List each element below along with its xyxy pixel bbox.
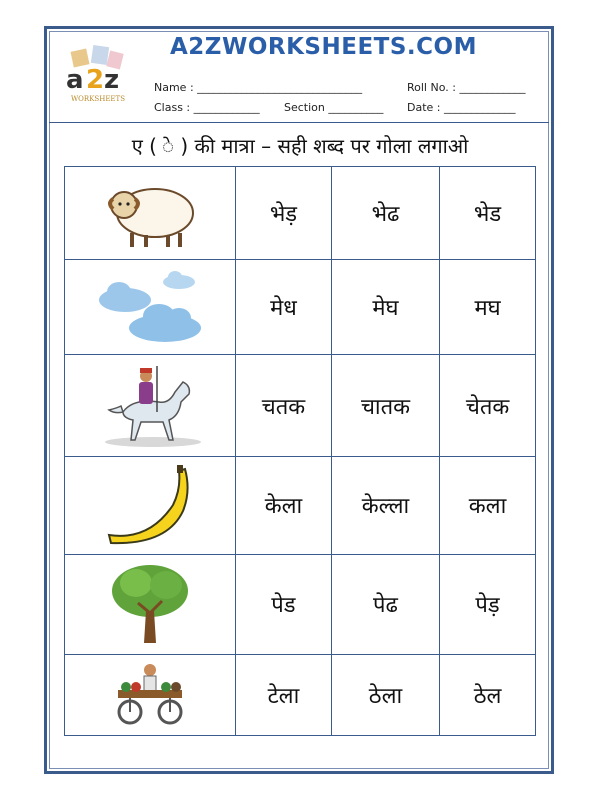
word-option[interactable]: भेड़ (236, 167, 332, 260)
a2z-logo (58, 44, 138, 106)
svg-text:WORKSHEETS: WORKSHEETS (70, 95, 126, 103)
header-divider (49, 122, 549, 123)
word-option[interactable]: चेतक (440, 355, 536, 457)
picture-cell (65, 167, 236, 260)
tree-icon (108, 561, 192, 647)
word-option[interactable]: मेघ (331, 259, 439, 354)
word-option[interactable]: पेड (236, 554, 332, 654)
picture-cell (65, 554, 236, 654)
word-option[interactable]: चतक (236, 355, 332, 457)
horse-rider-icon (95, 362, 205, 450)
svg-text:2: 2 (86, 65, 105, 95)
word-option[interactable]: केला (236, 457, 332, 555)
vendor-cart-icon (110, 660, 190, 730)
picture-cell (65, 355, 236, 457)
clouds-icon (95, 266, 205, 348)
table-row (65, 259, 536, 354)
date-field[interactable]: Date : _____________ (407, 101, 516, 114)
banana-icon (105, 463, 195, 547)
word-option[interactable]: भेढ (331, 167, 439, 260)
svg-text:z: z (104, 65, 120, 95)
table-row (65, 167, 536, 260)
table-row (65, 654, 536, 736)
word-option[interactable]: मघ (440, 259, 536, 354)
word-option[interactable]: पेड़ (440, 554, 536, 654)
roll-number-field[interactable]: Roll No. : ____________ (407, 81, 526, 94)
table-row (65, 355, 536, 457)
word-option[interactable]: पेढ (331, 554, 439, 654)
class-field[interactable]: Class : ____________ (154, 101, 260, 114)
table-row (65, 554, 536, 654)
svg-text:a: a (66, 65, 84, 95)
name-field[interactable]: Name : ______________________________ (154, 81, 363, 94)
word-choice-table (64, 166, 536, 736)
word-option[interactable]: टेला (236, 654, 332, 736)
word-option[interactable]: ठेला (331, 654, 439, 736)
word-option[interactable]: भेड (440, 167, 536, 260)
word-option[interactable]: मेध (236, 259, 332, 354)
picture-cell (65, 259, 236, 354)
word-option[interactable]: ठेल (440, 654, 536, 736)
section-field[interactable]: Section __________ (284, 101, 384, 114)
picture-cell (65, 654, 236, 736)
word-option[interactable]: केल्ला (331, 457, 439, 555)
site-title: A2ZWORKSHEETS.COM (170, 34, 477, 60)
sheep-icon (100, 173, 200, 253)
worksheet-title: ए ( े ) की मात्रा – सही शब्द पर गोला लगाओ (131, 134, 469, 158)
picture-cell (65, 457, 236, 555)
table-row (65, 457, 536, 555)
word-option[interactable]: कला (440, 457, 536, 555)
word-option[interactable]: चातक (331, 355, 439, 457)
